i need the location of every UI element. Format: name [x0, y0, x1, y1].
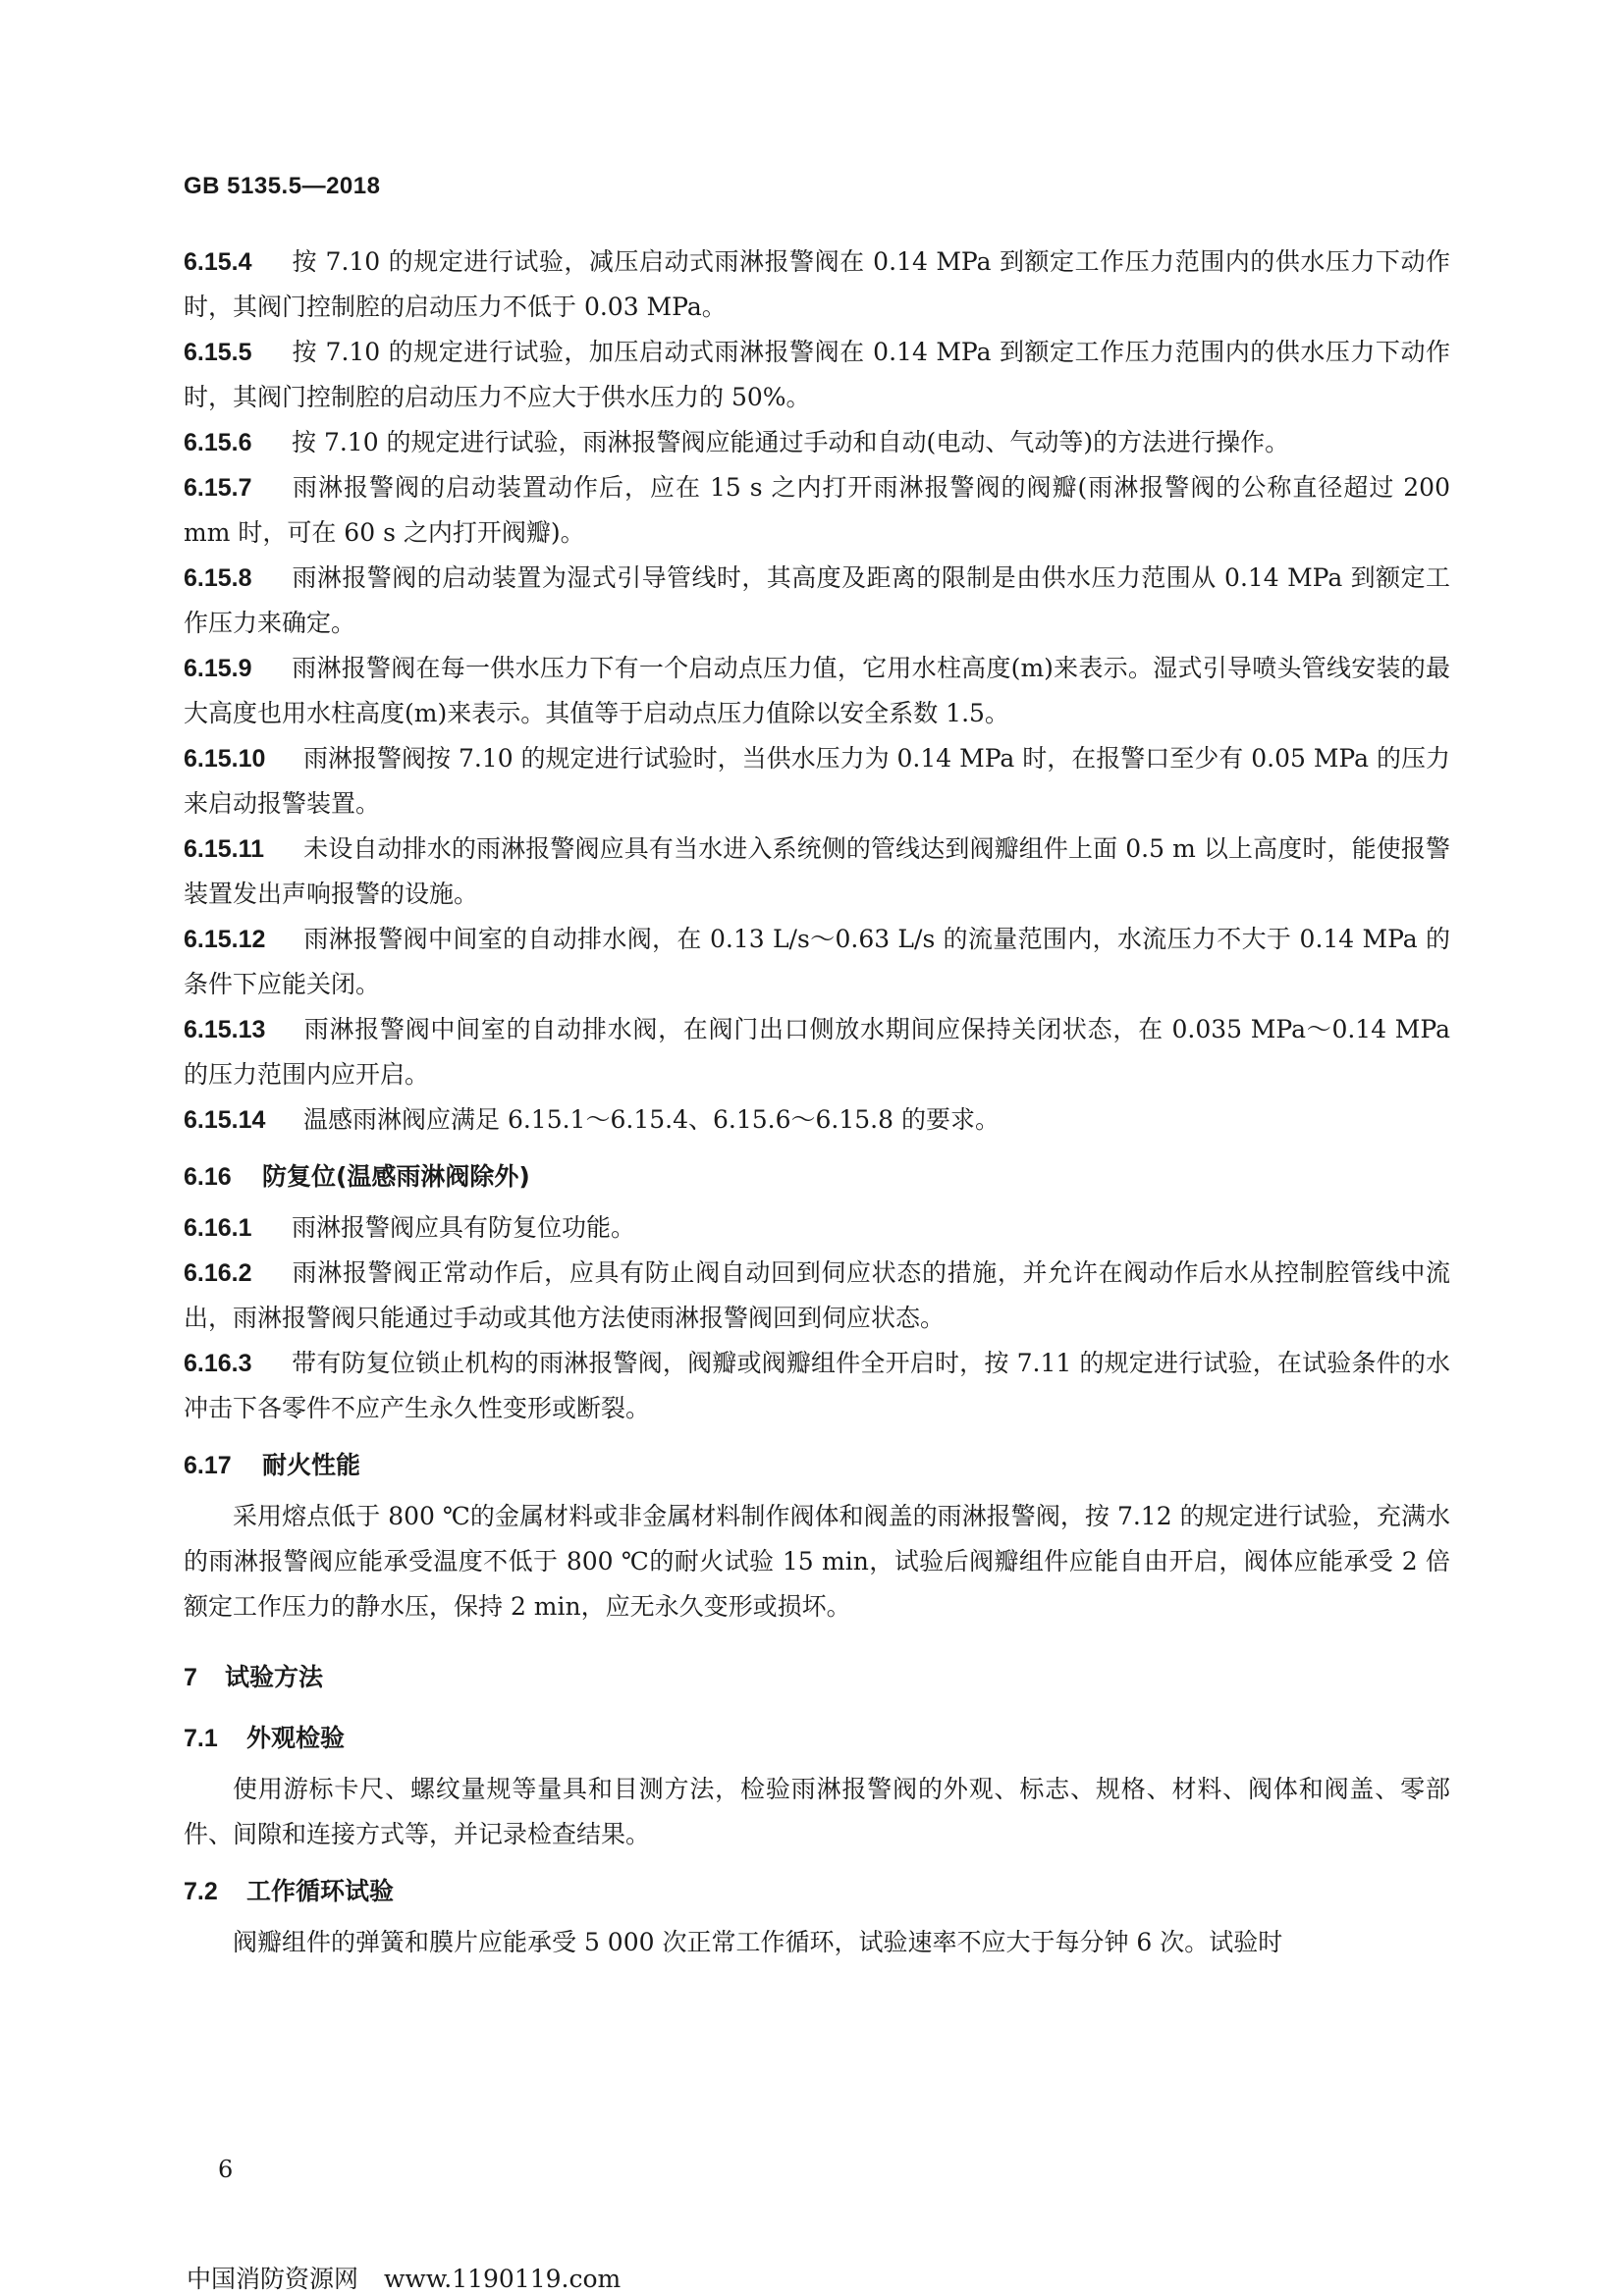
- clause-number: 6.15.7: [184, 474, 252, 502]
- clause-number: 6.16.2: [184, 1259, 252, 1287]
- clause-text: 按 7.10 的规定进行试验，雨淋报警阀应能通过手动和自动(电动、气动等)的方法进行操作。: [292, 428, 1290, 456]
- clause-6-15-8: [184, 556, 1450, 646]
- section-number: 6.17: [184, 1452, 232, 1479]
- clause-6-15-7: [184, 465, 1450, 556]
- section-title: 外观检验: [246, 1724, 346, 1752]
- clause-text: 温感雨淋阀应满足 6.15.1～6.15.4、6.15.6～6.15.8 的要求。: [303, 1105, 1000, 1134]
- clause-6-15-9: [184, 646, 1450, 736]
- section-7-1-text: 使用游标卡尺、螺纹量规等量具和目测方法，检验雨淋报警阀的外观、标志、规格、材料、阀体和阀盖、零部件、间隙和连接方式等，并记录检查结果。: [184, 1775, 1450, 1848]
- section-7-2-text: 阀瓣组件的弹簧和膜片应能承受 5 000 次正常工作循环，试验速率不应大于每分钟 6 次。试验时: [233, 1928, 1283, 1956]
- clause-text: 雨淋报警阀中间室的自动排水阀，在 0.13 L/s～0.63 L/s 的流量范围内，水流压力不大于 0.14 MPa 的条件下应能关闭。: [184, 925, 1450, 998]
- standard-number: GB 5135.5—2018: [184, 173, 381, 199]
- clause-6-15-14: [184, 1097, 1450, 1143]
- section-title: 防复位(温感雨淋阀除外): [262, 1162, 530, 1191]
- clause-text: 雨淋报警阀正常动作后，应具有防止阀自动回到伺应状态的措施，并允许在阀动作后水从控制腔管线中流出，雨淋报警阀只能通过手动或其他方法使雨淋报警阀回到伺应状态。: [184, 1258, 1450, 1332]
- clause-number: 6.15.14: [184, 1106, 266, 1134]
- clause-text: 带有防复位锁止机构的雨淋报警阀，阀瓣或阀瓣组件全开启时，按 7.11 的规定进行试验，在试验条件的水冲击下各零件不应产生永久性变形或断裂。: [184, 1349, 1450, 1422]
- clause-text: 未设自动排水的雨淋报警阀应具有当水进入系统侧的管线达到阀瓣组件上面 0.5 m 以上高度时，能使报警装置发出声响报警的设施。: [184, 834, 1450, 908]
- clause-number: 6.16.3: [184, 1350, 252, 1377]
- clause-6-15-10: [184, 736, 1450, 827]
- section-heading-6-16: [184, 1154, 1450, 1200]
- section-number: 7.1: [184, 1725, 218, 1752]
- chapter-heading-7: [184, 1655, 1450, 1700]
- clause-text: 雨淋报警阀按 7.10 的规定进行试验时，当供水压力为 0.14 MPa 时，在报警口至少有 0.05 MPa 的压力来启动报警装置。: [184, 744, 1450, 818]
- clause-6-15-13: [184, 1007, 1450, 1097]
- footer: [187, 2260, 621, 2295]
- clause-6-15-5: [184, 330, 1450, 420]
- clause-6-15-12: [184, 917, 1450, 1007]
- clause-6-16-3: [184, 1341, 1450, 1431]
- section-heading-7-2: [184, 1869, 1450, 1914]
- section-6-17-text: 采用熔点低于 800 ℃的金属材料或非金属材料制作阀体和阀盖的雨淋报警阀，按 7.12 的规定进行试验，充满水的雨淋报警阀应能承受温度不低于 800 ℃的耐火试验 15 min，试验后阀瓣组件应能自由开启，阀体应能承受 2 倍额定工作压力的静水压，保持 2 min，应无永久变形或损坏。: [184, 1502, 1450, 1621]
- clause-number: 6.15.4: [184, 248, 252, 276]
- clause-text: 雨淋报警阀应具有防复位功能。: [292, 1213, 636, 1242]
- clause-number: 6.15.9: [184, 655, 252, 682]
- clause-6-16-2: [184, 1251, 1450, 1341]
- clause-number: 6.15.13: [184, 1016, 266, 1043]
- clause-6-15-4: [184, 240, 1450, 330]
- clause-text: 按 7.10 的规定进行试验，加压启动式雨淋报警阀在 0.14 MPa 到额定工作压力范围内的供水压力下动作时，其阀门控制腔的启动压力不应大于供水压力的 50%。: [184, 338, 1450, 411]
- clause-6-15-6: [184, 420, 1450, 465]
- clause-number: 6.15.12: [184, 926, 266, 953]
- footer-url[interactable]: www.1190119.com: [384, 2265, 622, 2293]
- clause-text: 按 7.10 的规定进行试验，减压启动式雨淋报警阀在 0.14 MPa 到额定工作压力范围内的供水压力下动作时，其阀门控制腔的启动压力不低于 0.03 MPa。: [184, 247, 1450, 321]
- clause-text: 雨淋报警阀中间室的自动排水阀，在阀门出口侧放水期间应保持关闭状态，在 0.035 MPa～0.14 MPa 的压力范围内应开启。: [184, 1015, 1450, 1089]
- clause-6-15-11: [184, 827, 1450, 917]
- document-body: [184, 240, 1450, 1965]
- section-heading-6-17: [184, 1443, 1450, 1488]
- clause-number: 6.15.5: [184, 339, 252, 366]
- page-number: 6: [218, 2156, 234, 2183]
- clause-number: 6.15.11: [184, 835, 265, 863]
- clause-text: 雨淋报警阀在每一供水压力下有一个启动点压力值，它用水柱高度(m)来表示。湿式引导喷头管线安装的最大高度也用水柱高度(m)来表示。其值等于启动点压力值除以安全系数 1.5。: [184, 654, 1450, 727]
- chapter-title: 试验方法: [225, 1663, 324, 1691]
- section-number: 6.16: [184, 1163, 232, 1191]
- section-title: 耐火性能: [262, 1451, 361, 1479]
- section-number: 7.2: [184, 1878, 218, 1905]
- section-heading-7-1: [184, 1716, 1450, 1761]
- clause-6-16-1: [184, 1205, 1450, 1251]
- chapter-number: 7: [184, 1664, 197, 1691]
- section-title: 工作循环试验: [246, 1877, 395, 1905]
- clause-text: 雨淋报警阀的启动装置动作后，应在 15 s 之内打开雨淋报警阀的阀瓣(雨淋报警阀的公称直径超过 200 mm 时，可在 60 s 之内打开阀瓣)。: [184, 473, 1450, 547]
- footer-site-name: 中国消防资源网: [187, 2265, 359, 2293]
- clause-number: 6.16.1: [184, 1214, 252, 1242]
- clause-text: 雨淋报警阀的启动装置为湿式引导管线时，其高度及距离的限制是由供水压力范围从 0.14 MPa 到额定工作压力来确定。: [184, 563, 1450, 637]
- clause-number: 6.15.6: [184, 429, 252, 456]
- clause-number: 6.15.10: [184, 745, 266, 773]
- clause-number: 6.15.8: [184, 564, 252, 592]
